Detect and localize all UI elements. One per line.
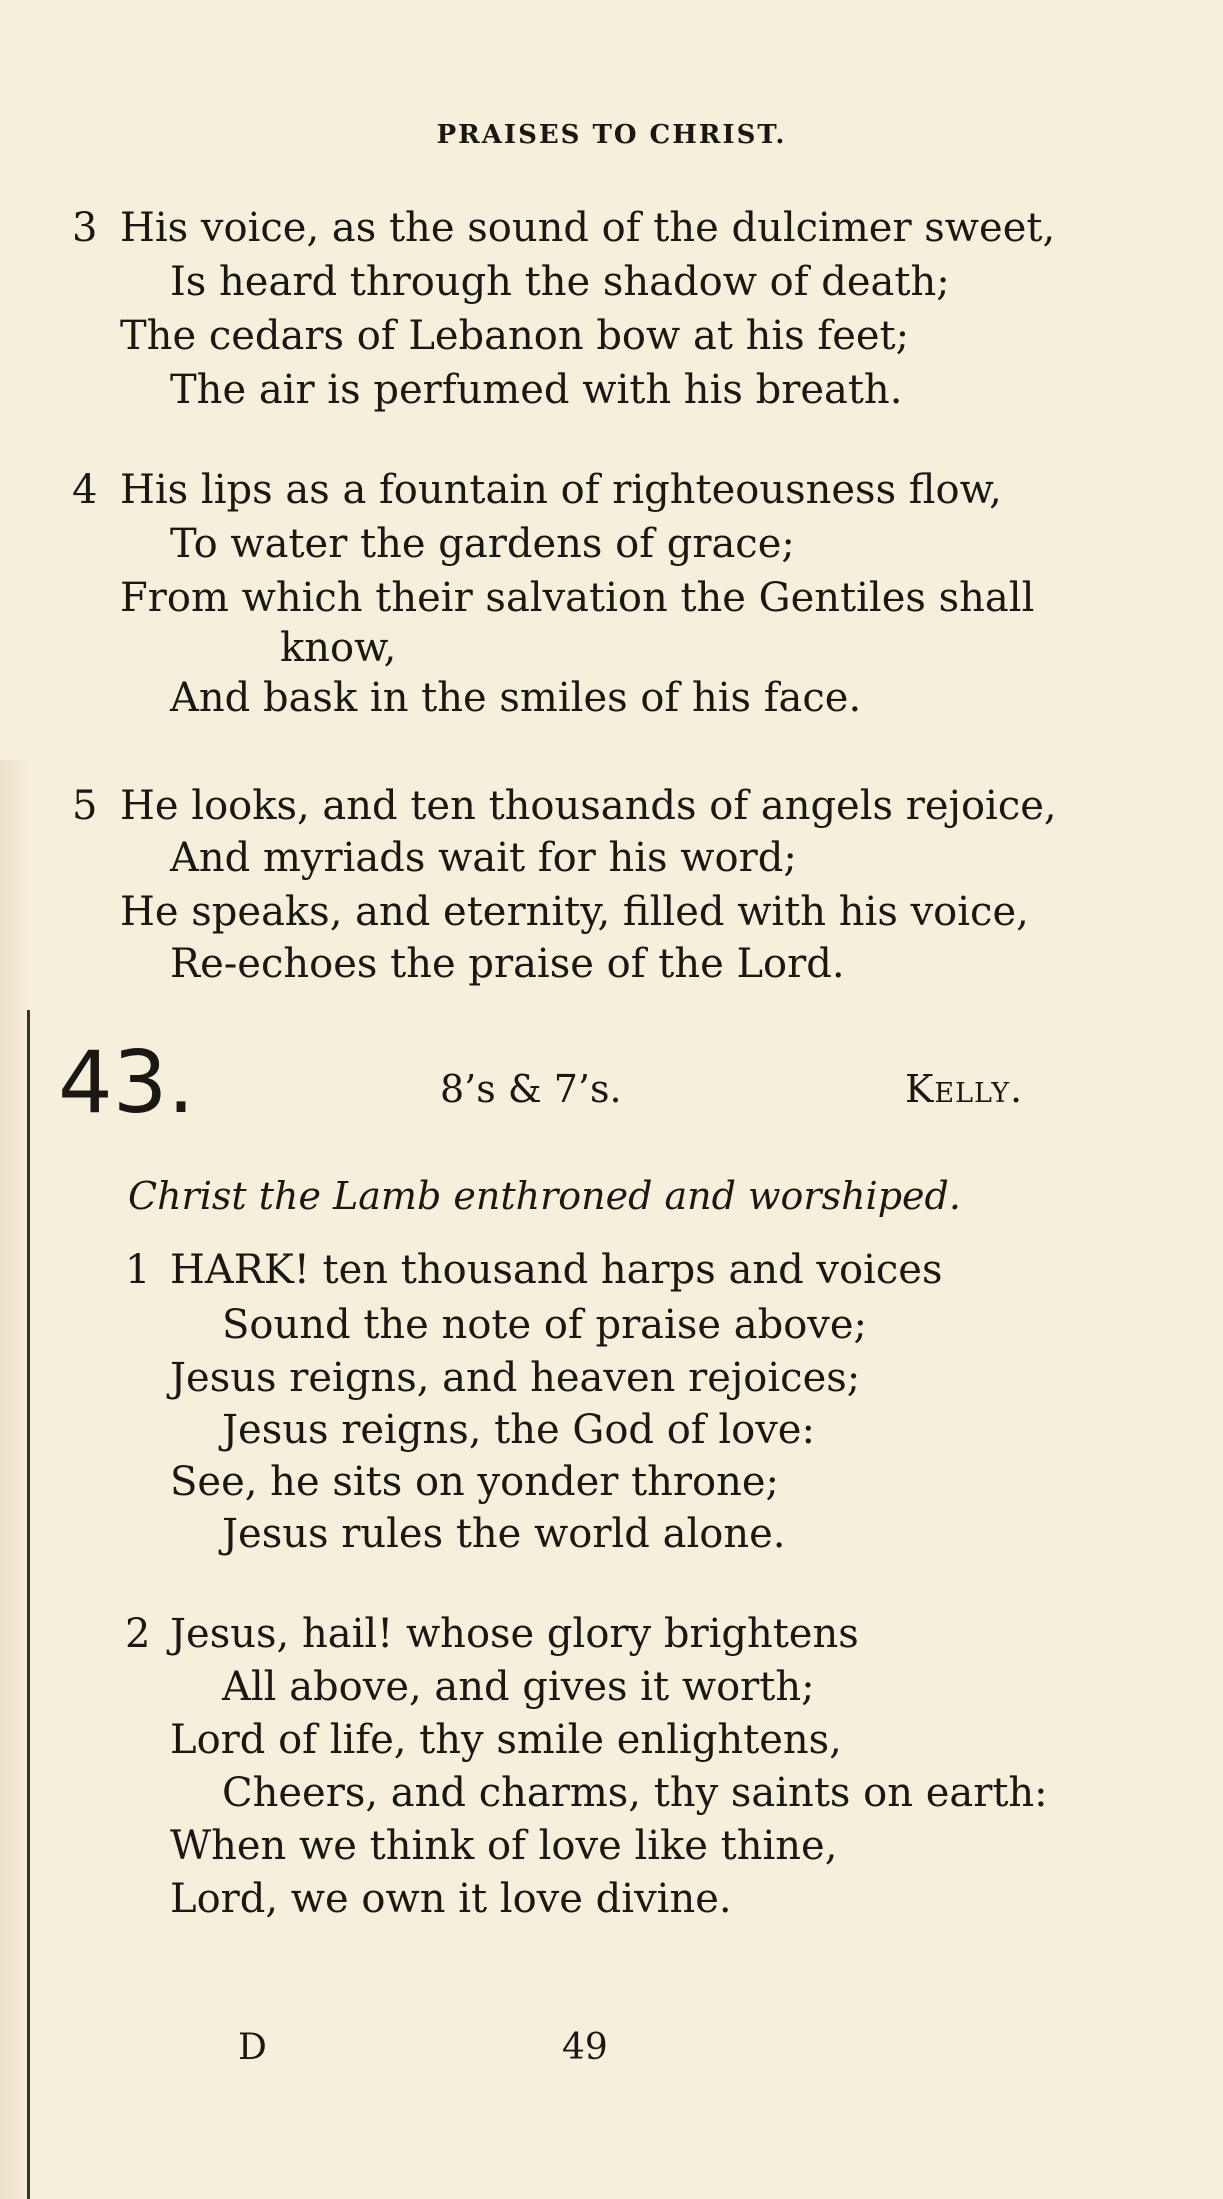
verse-line: Lord of life, thy smile enlightens, (170, 1717, 842, 1763)
verse-line: From which their salvation the Gentiles shall (120, 575, 1035, 621)
page-edge-shadow (0, 760, 30, 2199)
stanza-number: 4 (72, 467, 98, 513)
verse-line: He speaks, and eternity, filled with his voice, (120, 889, 1029, 935)
hymn-title: Christ the Lamb enthroned and worshiped. (128, 1174, 961, 1218)
signature-mark: D (238, 2027, 267, 2068)
verse-line: And myriads wait for his word; (170, 835, 797, 881)
verse-line: Jesus reigns, the God of love: (222, 1407, 815, 1453)
verse-line: Jesus, hail! whose glory brightens (170, 1611, 859, 1657)
verse-line: His lips as a fountain of righteousness flow, (120, 467, 1002, 513)
hymn-meter: 8’s & 7’s. (440, 1067, 622, 1111)
binding-edge-line (27, 1010, 30, 2199)
stanza-number: 5 (72, 783, 98, 829)
verse-line: The air is perfumed with his breath. (170, 367, 903, 413)
verse-line: Sound the note of praise above; (222, 1302, 868, 1348)
page-number: 49 (562, 2027, 608, 2068)
verse-line: See, he sits on yonder throne; (170, 1459, 780, 1505)
verse-line: Cheers, and charms, thy saints on earth: (222, 1770, 1048, 1816)
running-head: PRAISES TO CHRIST. (436, 120, 787, 150)
hymn-tune: Kelly. (905, 1067, 1024, 1111)
verse-line: Is heard through the shadow of death; (170, 259, 950, 305)
verse-line: To water the gardens of grace; (170, 521, 795, 567)
verse-line: And bask in the smiles of his face. (170, 675, 862, 721)
verse-line: When we think of love like thine, (170, 1823, 838, 1869)
verse-line: The cedars of Lebanon bow at his feet; (120, 313, 910, 359)
verse-line: He looks, and ten thousands of angels rejoice, (120, 783, 1057, 829)
verse-line: Re-echoes the praise of the Lord. (170, 941, 845, 987)
stanza-number: 3 (72, 205, 98, 251)
verse-line: Jesus rules the world alone. (222, 1511, 786, 1557)
verse-line: HARK! ten thousand harps and voices (170, 1247, 943, 1293)
verse-line: know, (280, 625, 397, 671)
stanza-number: 2 (125, 1611, 151, 1657)
verse-line: Jesus reigns, and heaven rejoices; (170, 1355, 861, 1401)
verse-line: His voice, as the sound of the dulcimer sweet, (120, 205, 1056, 251)
verse-line: All above, and gives it worth; (222, 1664, 815, 1710)
stanza-number: 1 (125, 1247, 151, 1293)
hymn-number: 43. (58, 1033, 195, 1133)
verse-line: Lord, we own it love divine. (170, 1876, 732, 1922)
